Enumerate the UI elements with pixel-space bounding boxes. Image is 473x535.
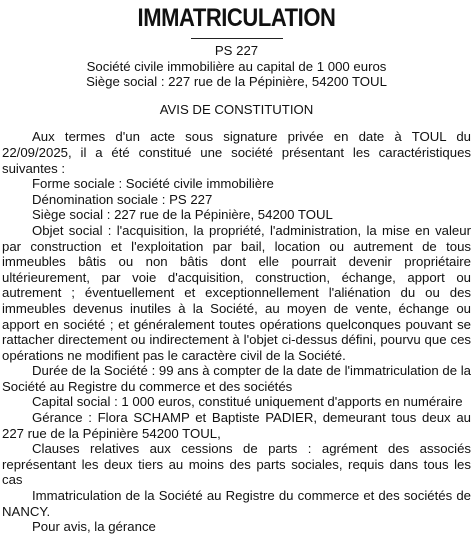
duration-paragraph: Durée de la Société : 99 ans à compter de la date de l'immatriculation de la Société au Registre du commerce et des sociétés [2, 363, 471, 394]
share-transfer-paragraph: Clauses relatives aux cessions de parts : agrément des associés représentant les deux tiers au moins des parts sociales, requis dans tous les cas [2, 441, 471, 488]
company-type: Société civile immobilière au capital de 1 000 euros [86, 58, 387, 74]
management-paragraph: Gérance : Flora SCHAMP et Baptiste PADIER, demeurant tous deux au 227 rue de la Pépinière 54200 TOUL, [2, 410, 471, 441]
legal-form-paragraph: Forme sociale : Société civile immobilière [32, 176, 274, 192]
notice-heading: AVIS DE CONSTITUTION [159, 101, 314, 117]
signature-paragraph: Pour avis, la gérance [32, 519, 156, 535]
company-name: PS 227 [214, 43, 259, 58]
head-office: Siège social : 227 rue de la Pépinière, 54200 TOUL [86, 74, 387, 90]
spacer [2, 117, 471, 129]
legal-notice [0, 3, 473, 535]
spacer [2, 90, 471, 102]
registration-paragraph: Immatriculation de la Société au Registre du commerce et des sociétés de NANCY. [2, 488, 471, 519]
company-name-paragraph: Dénomination sociale : PS 227 [32, 191, 213, 207]
purpose-paragraph: Objet social : l'acquisition, la propriété, l'administration, la mise en valeur par construction et l'exploitation par bail, location ou autrement de tous immeubles bâtis ou non bâtis dont elle pourrait devenir propriétaire ultérieurement, par voie d'acquisition, construction, échange, apport ou autrement ; éventuellement et exceptionnellement l'aliénation du ou des immeubles devenus inutiles à la Société, au moyen de vente, échange ou apport en société ; et généralement toutes opérations quelconques pouvant se rattacher directement ou indirectement à l'objet ci-dessus défini, pourvu que ces opérations ne modifient pas le caractère civil de la Société. [2, 222, 471, 363]
title-divider [191, 38, 283, 39]
capital-paragraph: Capital social : 1 000 euros, constitué uniquement d'apports en numéraire [32, 394, 463, 410]
notice-title: IMMATRICULATION [137, 4, 336, 32]
notice-body [2, 129, 471, 534]
intro-paragraph: Aux termes d'un acte sous signature privée en date à TOUL du 22/09/2025, il a été constitué une société présentant les caractéristiques suivantes : [2, 129, 471, 176]
head-office-paragraph: Siège social : 227 rue de la Pépinière, 54200 TOUL [32, 207, 333, 223]
